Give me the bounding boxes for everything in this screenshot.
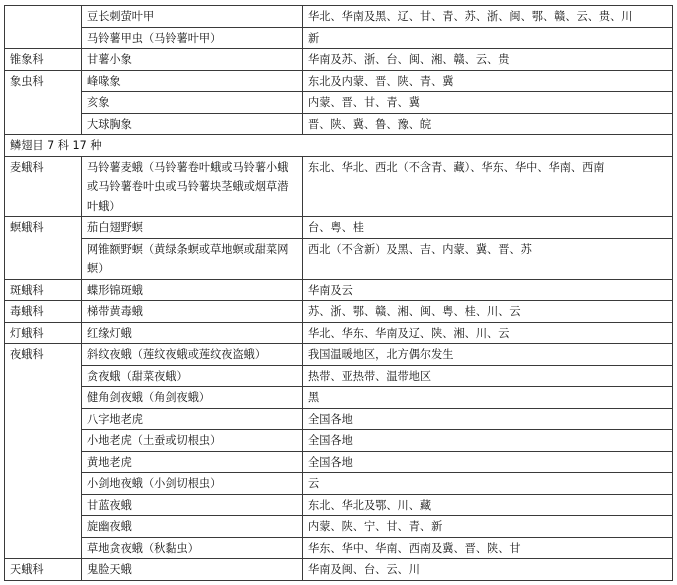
distribution-cell: 内蒙、陕、宁、甘、青、新 [303,516,673,538]
species-cell: 红缘灯蛾 [82,322,303,344]
family-cell [5,6,82,49]
distribution-cell: 西北（不含新）及黑、吉、内蒙、冀、晋、苏 [303,238,673,279]
species-cell: 网锥额野螟（黄绿条螟或草地螟或甜菜网螟） [82,238,303,279]
distribution-cell: 全国各地 [303,408,673,430]
table-row [5,516,673,538]
species-cell: 峰喙象 [82,70,303,92]
species-cell: 马铃薯甲虫（马铃薯叶甲） [82,27,303,49]
distribution-cell: 新 [303,27,673,49]
family-cell: 象虫科 [5,70,82,135]
species-cell: 大球胸象 [82,113,303,135]
species-cell: 黄地老虎 [82,451,303,473]
table-row [5,387,673,409]
table-row [5,473,673,495]
distribution-cell: 热带、亚热带、温带地区 [303,365,673,387]
table-row [5,238,673,279]
species-cell: 小地老虎（土蚕或切根虫） [82,430,303,452]
table-row [5,430,673,452]
distribution-cell: 台、粤、桂 [303,217,673,239]
distribution-cell: 全国各地 [303,430,673,452]
table-row [5,344,673,366]
species-cell: 茄白翅野螟 [82,217,303,239]
distribution-cell: 晋、陕、冀、鲁、豫、皖 [303,113,673,135]
distribution-cell: 华南及云 [303,279,673,301]
distribution-cell: 内蒙、晋、甘、青、冀 [303,92,673,114]
family-cell: 夜蛾科 [5,344,82,559]
species-cell: 健角剑夜蛾（角剑夜蛾） [82,387,303,409]
table-row [5,6,673,28]
species-cell: 豆长刺萤叶甲 [82,6,303,28]
table-row [5,49,673,71]
distribution-cell: 华北、华南及黑、辽、甘、青、苏、浙、闽、鄂、赣、云、贵、川 [303,6,673,28]
species-cell: 甘蓝夜蛾 [82,494,303,516]
family-cell: 天蛾科 [5,559,82,581]
distribution-cell: 苏、浙、鄂、赣、湘、闽、粤、桂、川、云 [303,301,673,323]
section-row [5,135,673,157]
distribution-cell: 黑 [303,387,673,409]
table-row [5,494,673,516]
distribution-cell: 全国各地 [303,451,673,473]
order-heading: 鳞翅目 7 科 17 种 [5,135,673,157]
distribution-cell: 东北、华北、西北（不含青、藏）、华东、华中、华南、西南 [303,156,673,217]
species-cell: 旋幽夜蛾 [82,516,303,538]
distribution-cell: 华北、华东、华南及辽、陕、湘、川、云 [303,322,673,344]
pest-distribution-table [4,5,673,581]
distribution-cell: 华东、华中、华南、西南及冀、晋、陕、甘 [303,537,673,559]
species-cell: 梯带黄毒蛾 [82,301,303,323]
distribution-cell: 东北、华北及鄂、川、藏 [303,494,673,516]
species-cell: 亥象 [82,92,303,114]
species-cell: 蝶形锦斑蛾 [82,279,303,301]
table-row [5,559,673,581]
family-cell: 斑蛾科 [5,279,82,301]
species-cell: 八字地老虎 [82,408,303,430]
table-row [5,408,673,430]
species-cell: 斜纹夜蛾（莲纹夜蛾或莲纹夜盗蛾） [82,344,303,366]
species-cell: 鬼脸天蛾 [82,559,303,581]
species-cell: 小剑地夜蛾（小剑切根虫） [82,473,303,495]
table-row [5,217,673,239]
family-cell: 灯蛾科 [5,322,82,344]
table-row [5,92,673,114]
table-row [5,27,673,49]
table-row [5,365,673,387]
family-cell: 麦蛾科 [5,156,82,217]
species-cell: 马铃薯麦蛾（马铃薯卷叶蛾或马铃薯小蛾或马铃薯卷叶虫或马铃薯块茎蛾或烟草潜叶蛾） [82,156,303,217]
family-cell: 毒蛾科 [5,301,82,323]
distribution-cell: 云 [303,473,673,495]
table-row [5,322,673,344]
family-cell: 锥象科 [5,49,82,71]
distribution-cell: 华南及闽、台、云、川 [303,559,673,581]
table-row [5,113,673,135]
distribution-cell: 东北及内蒙、晋、陕、青、冀 [303,70,673,92]
table-row [5,537,673,559]
table-row [5,301,673,323]
distribution-cell: 华南及苏、浙、台、闽、湘、赣、云、贵 [303,49,673,71]
species-cell: 草地贪夜蛾（秋黏虫） [82,537,303,559]
table-row [5,451,673,473]
species-cell: 甘薯小象 [82,49,303,71]
pest-distribution-page [4,5,672,581]
table-row [5,70,673,92]
family-cell: 螟蛾科 [5,217,82,280]
distribution-cell: 我国温暖地区，北方偶尔发生 [303,344,673,366]
species-cell: 贪夜蛾（甜菜夜蛾） [82,365,303,387]
table-row [5,279,673,301]
table-row [5,156,673,217]
